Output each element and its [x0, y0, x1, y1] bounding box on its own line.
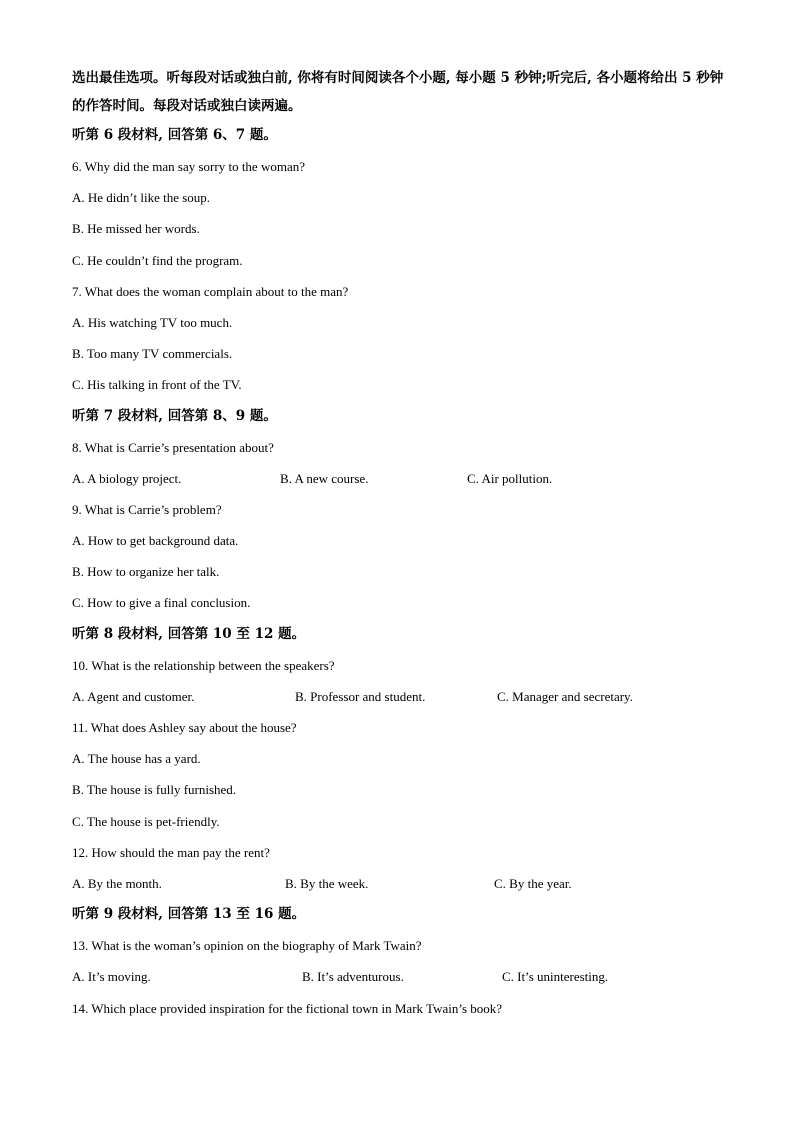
question-9-option-a: A. How to get background data.	[72, 533, 239, 549]
question-7-option-a: A. His watching TV too much.	[72, 314, 233, 330]
question-13-stem: 13. What is the woman’s opinion on the biography of Mark Twain?	[72, 938, 422, 954]
question-11-option-c: C. The house is pet-friendly.	[72, 813, 220, 829]
question-11-stem: 11. What does Ashley say about the house?	[72, 720, 297, 735]
question-12-option-c: C. By the year.	[494, 875, 572, 891]
question-13-option-c: C. It’s uninteresting.	[502, 969, 609, 985]
question-10-stem: 10. What is the relationship between the speakers?	[72, 657, 335, 673]
question-11-option-b: B. The house is fully furnished.	[72, 782, 237, 798]
question-10-option-a: A. Agent and customer.	[72, 688, 195, 704]
section-heading-7: 听第 7 段材料, 回答第 8、9 题。	[72, 407, 277, 424]
question-9-option-b: B. How to organize her talk.	[72, 564, 220, 580]
question-10-option-b: B. Professor and student.	[295, 688, 426, 704]
question-8-option-c: C. Air pollution.	[467, 470, 553, 486]
question-14-stem: 14. Which place provided inspiration for the fictional town in Mark Twain’s book?	[72, 1000, 503, 1016]
question-7-option-c: C. His talking in front of the TV.	[72, 377, 242, 393]
question-9-stem: 9. What is Carrie’s problem?	[72, 501, 222, 517]
question-6-option-a: A. He didn’t like the soup.	[72, 190, 211, 206]
question-12-option-b: B. By the week.	[285, 875, 369, 891]
question-9-option-c: C. How to give a final conclusion.	[72, 595, 251, 611]
question-10-option-c: C. Manager and secretary.	[497, 688, 633, 704]
question-11-option-a: A. The house has a yard.	[72, 751, 201, 767]
question-6-stem: 6. Why did the man say sorry to the woman?	[72, 159, 305, 174]
question-8-options	[72, 463, 732, 494]
question-13-options	[72, 961, 732, 992]
section-heading-9: 听第 9 段材料, 回答第 13 至 16 题。	[72, 906, 306, 923]
question-8-option-a: A. A biology project.	[72, 470, 182, 486]
question-7-stem: 7. What does the woman complain about to the man?	[72, 283, 349, 299]
question-12-options	[72, 868, 732, 899]
question-8-stem: 8. What is Carrie’s presentation about?	[72, 439, 274, 455]
question-8-option-b: B. A new course.	[280, 470, 369, 486]
question-7-option-b: B. Too many TV commercials.	[72, 346, 233, 362]
instructions-paragraph: 选出最佳选项。听每段对话或独白前, 你将有时间阅读各个小题, 每小题 5 秒钟;听完后, 各小题将给出 5 秒钟的作答时间。每段对话或独白读两遍。	[72, 70, 724, 114]
question-10-options	[72, 681, 732, 712]
question-6-option-b: B. He missed her words.	[72, 221, 200, 237]
question-13-option-b: B. It’s adventurous.	[302, 969, 404, 985]
section-heading-8: 听第 8 段材料, 回答第 10 至 12 题。	[72, 625, 306, 642]
section-heading-6: 听第 6 段材料, 回答第 6、7 题。	[72, 127, 277, 143]
question-13-option-a: A. It’s moving.	[72, 969, 151, 985]
document-page	[72, 64, 732, 1024]
question-6-option-c: C. He couldn’t find the program.	[72, 252, 243, 268]
question-12-stem: 12. How should the man pay the rent?	[72, 844, 270, 860]
question-12-option-a: A. By the month.	[72, 875, 162, 891]
